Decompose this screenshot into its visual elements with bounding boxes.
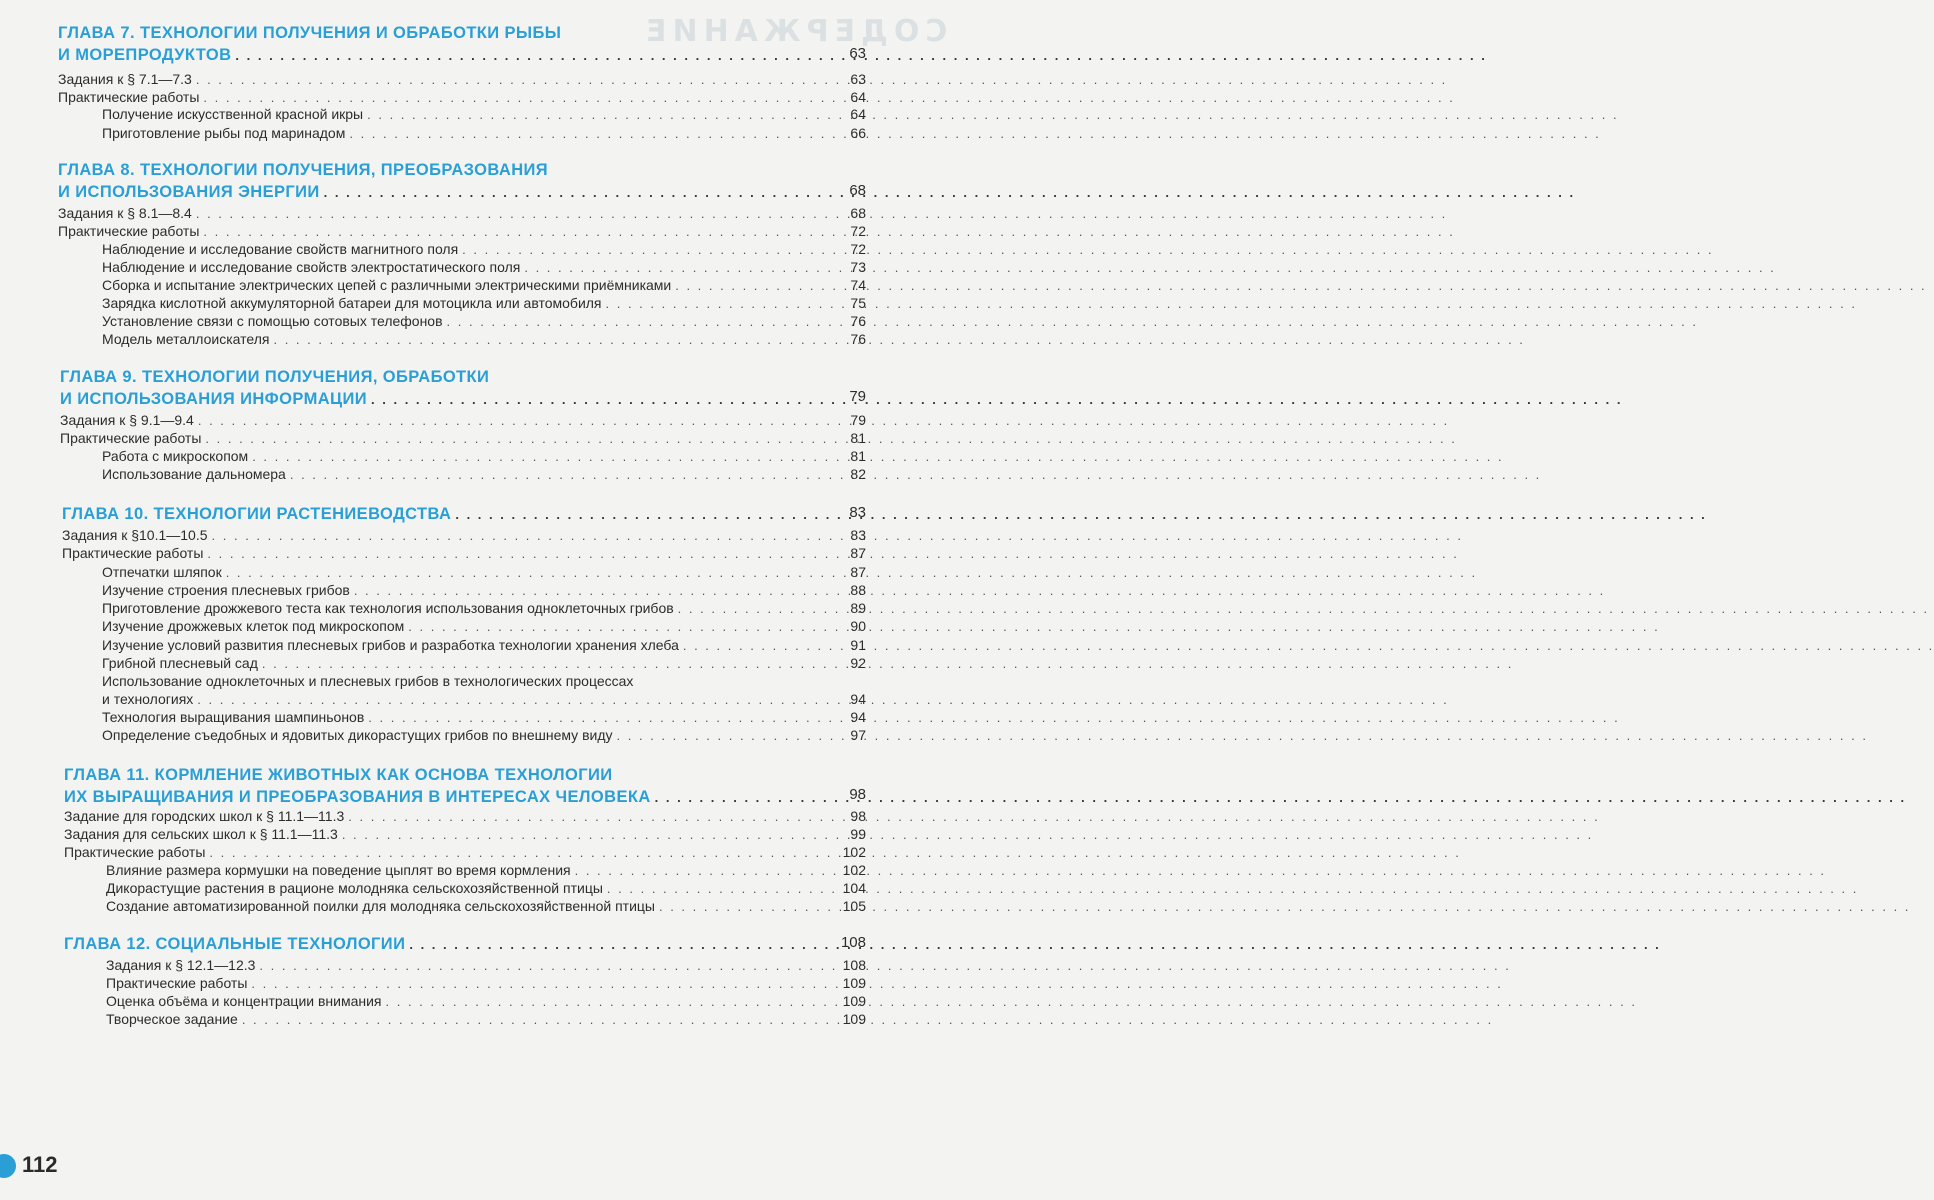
entry-title: Установление связи с помощью сотовых телефонов <box>102 313 443 329</box>
dot-leader <box>575 861 1826 880</box>
dot-leader <box>324 182 1575 204</box>
chapter-title[interactable] <box>58 22 561 44</box>
chapter-title-text: ГЛАВА 9. ТЕХНОЛОГИИ ПОЛУЧЕНИЯ, ОБРАБОТКИ <box>60 368 490 386</box>
dot-leader <box>354 581 1605 600</box>
entry-title: Творческое задание <box>106 1011 238 1027</box>
dot-leader <box>290 465 1541 484</box>
dot-leader <box>408 617 1659 636</box>
entry-title: Получение искусственной красной икры <box>102 106 364 122</box>
chapter-title-text: ГЛАВА 8. ТЕХНОЛОГИИ ПОЛУЧЕНИЯ, ПРЕОБРАЗОВАНИЯ <box>58 161 549 179</box>
chapter-title-text: И МОРЕПРОДУКТОВ <box>58 46 232 64</box>
chapter-title[interactable] <box>62 503 840 525</box>
entry-page-number: 109 <box>842 975 866 991</box>
toc-subentry[interactable] <box>102 258 840 277</box>
toc-subentry[interactable] <box>106 992 845 1011</box>
chapter-title[interactable] <box>58 181 840 203</box>
toc-subentry[interactable] <box>102 312 840 331</box>
chapter-title[interactable] <box>58 44 840 66</box>
dot-leader <box>455 504 1706 526</box>
chapter-title[interactable] <box>64 933 845 955</box>
chapter-page-number: 79 <box>849 388 866 405</box>
chapter-title[interactable] <box>58 159 548 181</box>
entry-page-number: 109 <box>842 993 866 1009</box>
entry-page-number: 63 <box>850 71 866 87</box>
dot-leader <box>617 726 1868 745</box>
entry-title: Использование дальномера <box>102 466 286 482</box>
entry-title: Задания к § 8.1—8.4 <box>58 205 192 221</box>
dot-leader <box>683 636 1934 655</box>
toc-subentry[interactable] <box>102 726 840 745</box>
toc-subentry[interactable] <box>106 861 845 880</box>
toc-subentry[interactable] <box>102 636 840 655</box>
entry-title: Влияние размера кормушки на поведение цыплят во время кормления <box>106 862 571 878</box>
dot-leader <box>524 258 1775 277</box>
entry-title: Задание для городских школ к § 11.1—11.3 <box>64 808 345 824</box>
entry-title: Отпечатки шляпок <box>102 564 222 580</box>
page-number: 112 <box>22 1152 58 1177</box>
chapter-title[interactable] <box>64 786 840 808</box>
toc-subentry[interactable] <box>102 330 840 349</box>
entry-page-number: 75 <box>850 295 866 311</box>
entry-page-number: 72 <box>850 223 866 239</box>
toc-subentry[interactable] <box>102 276 840 295</box>
entry-title: Оценка объёма и концентрации внимания <box>106 993 382 1009</box>
chapter-page-number: 83 <box>849 504 866 521</box>
entry-page-number: 76 <box>850 313 866 329</box>
toc-subentry[interactable] <box>102 465 840 484</box>
entry-title: Изучение дрожжевых клеток под микроскопом <box>102 618 405 634</box>
entry-page-number: 94 <box>850 709 866 725</box>
entry-page-number: 66 <box>850 125 866 141</box>
toc-subentry[interactable] <box>106 897 845 916</box>
dot-leader <box>367 105 1618 124</box>
entry-page-number: 88 <box>850 582 866 598</box>
toc-subentry[interactable] <box>102 690 840 709</box>
toc-entry[interactable] <box>62 526 840 545</box>
toc-subentry[interactable] <box>102 240 840 259</box>
entry-page-number: 83 <box>850 527 866 543</box>
toc-entry[interactable] <box>58 204 840 223</box>
toc-entry[interactable] <box>64 825 845 844</box>
entry-title: Наблюдение и исследование свойств электростатического поля <box>102 259 521 275</box>
entry-page-number: 79 <box>850 412 866 428</box>
chapter-title[interactable] <box>60 366 489 388</box>
toc-entry[interactable] <box>58 70 840 89</box>
entry-title: Задания к § 12.1—12.3 <box>106 957 256 973</box>
dot-leader <box>349 124 1600 143</box>
entry-title: Использование одноклеточных и плесневых грибов в технологических процессах <box>102 673 634 689</box>
entry-page-number: 98 <box>850 808 866 824</box>
entry-page-number: 109 <box>842 1011 866 1027</box>
entry-title: Модель металлоискателя <box>102 331 270 347</box>
dot-leader <box>259 956 1510 975</box>
dot-leader <box>409 934 1660 956</box>
dot-leader <box>342 825 1593 844</box>
dot-leader <box>607 879 1858 898</box>
chapter-title-text: ГЛАВА 11. КОРМЛЕНИЕ ЖИВОТНЫХ КАК ОСНОВА ТЕХНОЛОГИИ <box>64 766 613 784</box>
entry-page-number: 99 <box>850 826 866 842</box>
entry-title: Технология выращивания шампиньонов <box>102 709 365 725</box>
chapter-page-number: 63 <box>849 45 866 62</box>
toc-subentry[interactable] <box>102 563 840 582</box>
entry-page-number: 102 <box>842 862 866 878</box>
page-number-marker <box>0 1154 16 1178</box>
entry-page-number: 97 <box>850 727 866 743</box>
chapter-title-text: И ИСПОЛЬЗОВАНИЯ ИНФОРМАЦИИ <box>60 390 368 408</box>
chapter-title-text: И ИСПОЛЬЗОВАНИЯ ЭНЕРГИИ <box>58 183 320 201</box>
toc-subentry[interactable] <box>102 124 840 143</box>
toc-subentry[interactable] <box>102 105 840 124</box>
entry-page-number: 73 <box>850 259 866 275</box>
toc-subentry[interactable] <box>106 956 845 975</box>
entry-page-number: 72 <box>850 241 866 257</box>
entry-page-number: 64 <box>850 106 866 122</box>
entry-page-number: 87 <box>850 545 866 561</box>
entry-page-number: 89 <box>850 600 866 616</box>
toc-entry[interactable] <box>64 807 845 826</box>
toc-subentry[interactable] <box>106 879 845 898</box>
entry-title: Наблюдение и исследование свойств магнитного поля <box>102 241 459 257</box>
entry-page-number: 74 <box>850 277 866 293</box>
entry-title: Создание автоматизированной поилки для молодняка сельскохозяйственной птицы <box>106 898 655 914</box>
dot-leader <box>273 330 1524 349</box>
toc-subentry[interactable] <box>102 599 840 618</box>
entry-title: Задания к §10.1—10.5 <box>62 527 208 543</box>
chapter-page-number: 68 <box>849 182 866 199</box>
entry-title: Практические работы <box>64 844 206 860</box>
dot-leader <box>606 294 1857 313</box>
bleed-through-heading: СОДЕРЖАНИЕ <box>640 14 948 49</box>
toc-subentry[interactable] <box>102 672 740 691</box>
chapter-title-text: ГЛАВА 12. СОЦИАЛЬНЫЕ ТЕХНОЛОГИИ <box>64 935 406 953</box>
entry-title: Практические работы <box>62 545 204 561</box>
toc-entry[interactable] <box>60 429 840 448</box>
chapter-title-text: ГЛАВА 7. ТЕХНОЛОГИИ ПОЛУЧЕНИЯ И ОБРАБОТКИ РЫБЫ <box>58 24 562 42</box>
toc-entry[interactable] <box>64 843 845 862</box>
chapter-title[interactable] <box>64 764 613 786</box>
entry-page-number: 102 <box>842 844 866 860</box>
entry-title: Задания к § 7.1—7.3 <box>58 71 192 87</box>
chapter-title-text: ИХ ВЫРАЩИВАНИЯ И ПРЕОБРАЗОВАНИЯ В ИНТЕРЕСАХ ЧЕЛОВЕКА <box>64 788 651 806</box>
entry-title: Приготовление рыбы под маринадом <box>102 125 346 141</box>
entry-title: и технологиях <box>102 691 194 707</box>
chapter-title-text: ГЛАВА 10. ТЕХНОЛОГИИ РАСТЕНИЕВОДСТВА <box>62 505 452 523</box>
dot-leader <box>251 974 1502 993</box>
entry-page-number: 68 <box>850 205 866 221</box>
entry-page-number: 94 <box>850 691 866 707</box>
entry-title: Изучение условий развития плесневых грибов и разработка технологии хранения хлеба <box>102 637 679 653</box>
entry-page-number: 81 <box>850 430 866 446</box>
toc-subentry[interactable] <box>102 654 840 673</box>
toc-entry[interactable] <box>60 411 840 430</box>
toc-subentry[interactable] <box>106 974 845 993</box>
entry-page-number: 81 <box>850 448 866 464</box>
entry-page-number: 76 <box>850 331 866 347</box>
dot-leader <box>371 389 1622 411</box>
entry-title: Сборка и испытание электрических цепей с различными электрическими приёмниками <box>102 277 672 293</box>
entry-title: Практические работы <box>58 223 200 239</box>
entry-page-number: 108 <box>842 957 866 973</box>
entry-page-number: 92 <box>850 655 866 671</box>
dot-leader <box>196 70 1447 89</box>
entry-page-number: 64 <box>850 89 866 105</box>
dot-leader <box>368 708 1619 727</box>
dot-leader <box>262 654 1513 673</box>
dot-leader <box>386 992 1637 1011</box>
chapter-page-number: 108 <box>840 934 866 951</box>
entry-title: Практические работы <box>106 975 248 991</box>
chapter-title[interactable] <box>60 388 840 410</box>
entry-title: Работа с микроскопом <box>102 448 249 464</box>
entry-page-number: 87 <box>850 564 866 580</box>
toc-subentry[interactable] <box>102 294 840 313</box>
toc-subentry[interactable] <box>102 617 840 636</box>
toc-subentry[interactable] <box>102 447 840 466</box>
entry-title: Дикорастущие растения в рационе молодняка сельскохозяйственной птицы <box>106 880 603 896</box>
dot-leader <box>462 240 1713 259</box>
dot-leader <box>348 807 1599 826</box>
toc-subentry[interactable] <box>102 581 840 600</box>
toc-entry[interactable] <box>62 544 840 563</box>
dot-leader <box>242 1010 1493 1029</box>
entry-title: Зарядка кислотной аккумуляторной батареи для мотоцикла или автомобиля <box>102 295 602 311</box>
entry-title: Практические работы <box>60 430 202 446</box>
entry-page-number: 104 <box>842 880 866 896</box>
entry-title: Определение съедобных и ядовитых дикорастущих грибов по внешнему виду <box>102 727 613 743</box>
entry-page-number: 82 <box>850 466 866 482</box>
entry-page-number: 91 <box>850 637 866 653</box>
chapter-page-number: 98 <box>849 786 866 803</box>
dot-leader <box>196 204 1447 223</box>
toc-subentry[interactable] <box>106 1010 845 1029</box>
dot-leader <box>252 447 1503 466</box>
toc-subentry[interactable] <box>102 708 840 727</box>
entry-title: Практические работы <box>58 89 200 105</box>
entry-title: Задания для сельских школ к § 11.1—11.3 <box>64 826 338 842</box>
entry-title: Приготовление дрожжевого теста как технология использования одноклеточных грибов <box>102 600 674 616</box>
dot-leader <box>447 312 1698 331</box>
entry-title: Изучение строения плесневых грибов <box>102 582 350 598</box>
entry-title: Задания к § 9.1—9.4 <box>60 412 194 428</box>
toc-entry[interactable] <box>58 222 840 241</box>
entry-title: Грибной плесневый сад <box>102 655 258 671</box>
dot-leader <box>198 411 1449 430</box>
entry-page-number: 90 <box>850 618 866 634</box>
entry-page-number: 105 <box>842 898 866 914</box>
dot-leader <box>197 690 1448 709</box>
